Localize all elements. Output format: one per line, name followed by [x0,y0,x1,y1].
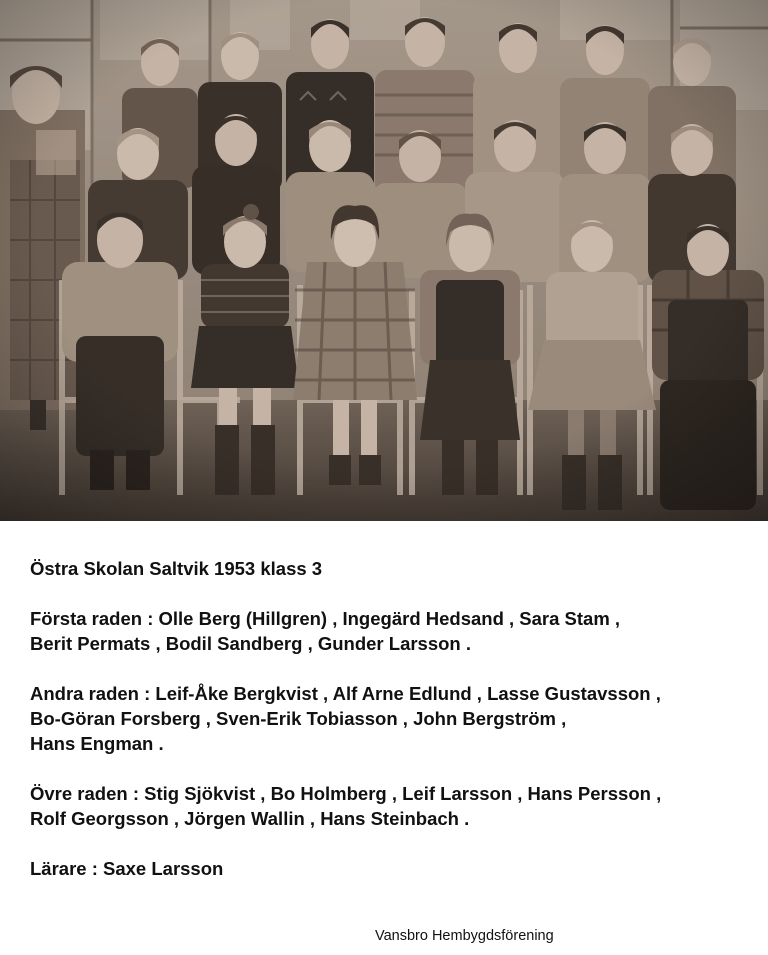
caption-ovre-raden-line-1: Övre raden : Stig Sjökvist , Bo Holmberg , Leif Larsson , Hans Persson , [30,783,662,804]
photo-caption [30,556,760,881]
credit-text: Vansbro Hembygdsförening [375,928,554,944]
caption-andra-raden-line-2: Bo-Göran Forsberg , Sven-Erik Tobiasson , John Bergström , [30,708,567,729]
caption-title: Östra Skolan Saltvik 1953 klass 3 [30,558,323,579]
caption-andra-raden-line-3: Hans Engman . [30,733,164,754]
caption-forsta-raden-line-1: Första raden : Olle Berg (Hillgren) , Ingegärd Hedsand , Sara Stam , [30,608,621,629]
caption-andra-raden-line-1: Andra raden : Leif-Åke Bergkvist , Alf Arne Edlund , Lasse Gustavsson , [30,683,661,704]
caption-ovre-raden-line-2: Rolf Georgsson , Jörgen Wallin , Hans Steinbach . [30,808,470,829]
caption-teacher: Lärare : Saxe Larsson [30,858,224,879]
caption-forsta-raden-line-2: Berit Permats , Bodil Sandberg , Gunder Larsson . [30,633,472,654]
